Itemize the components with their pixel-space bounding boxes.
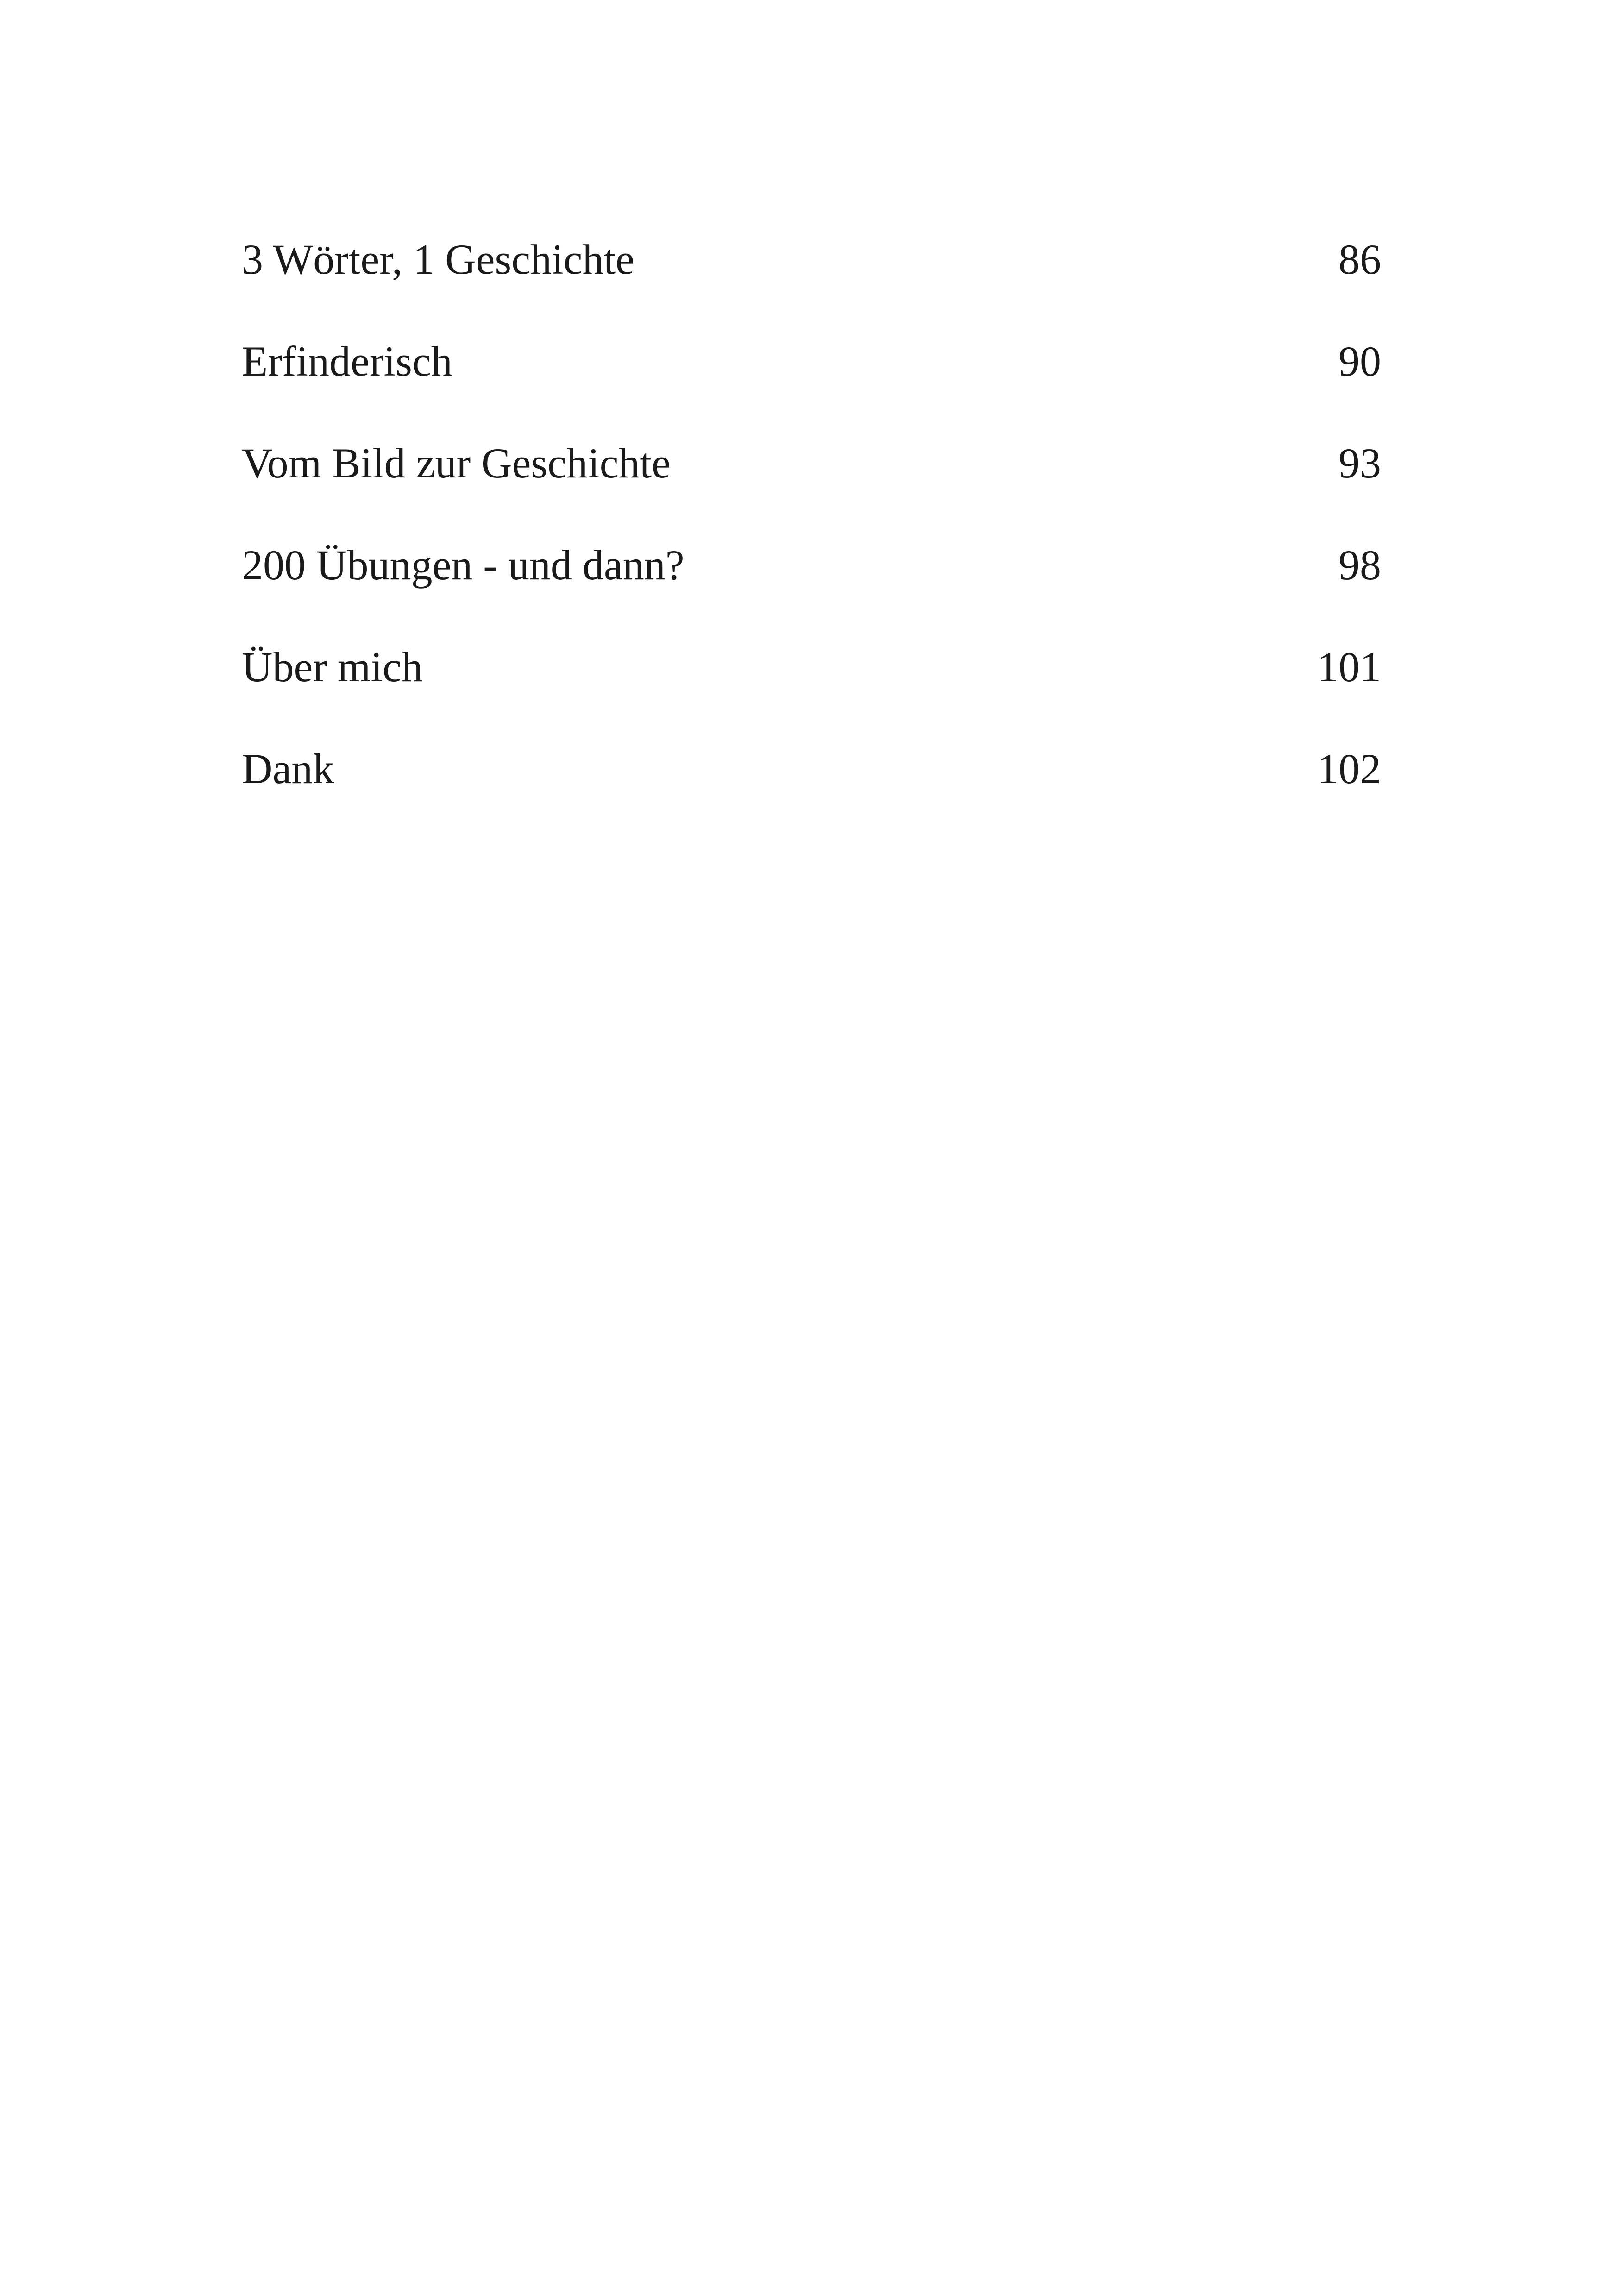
toc-entry-title: Über mich — [242, 643, 423, 690]
toc-entry-title: Vom Bild zur Geschichte — [242, 439, 671, 487]
toc-entry-page-number: 101 — [1317, 643, 1381, 690]
toc-entry — [242, 533, 1381, 634]
toc-entry — [242, 736, 1381, 838]
toc-entry-title: Dank — [242, 745, 334, 792]
toc-entry-page-number: 98 — [1338, 541, 1381, 589]
toc-entry-page-number: 86 — [1338, 236, 1381, 283]
toc-entry — [242, 329, 1381, 431]
toc-entry — [242, 634, 1381, 736]
toc-entry-title: 200 Übungen - und dann? — [242, 541, 685, 589]
toc-entry-title: 3 Wörter, 1 Geschichte — [242, 236, 635, 283]
toc-entry-page-number: 90 — [1338, 338, 1381, 385]
toc-entry-page-number: 93 — [1338, 439, 1381, 487]
toc-entry — [242, 431, 1381, 533]
toc-entry-title: Erfinderisch — [242, 338, 452, 385]
toc-entry — [242, 227, 1381, 329]
toc-entry-page-number: 102 — [1317, 745, 1381, 792]
table-of-contents — [242, 227, 1381, 838]
